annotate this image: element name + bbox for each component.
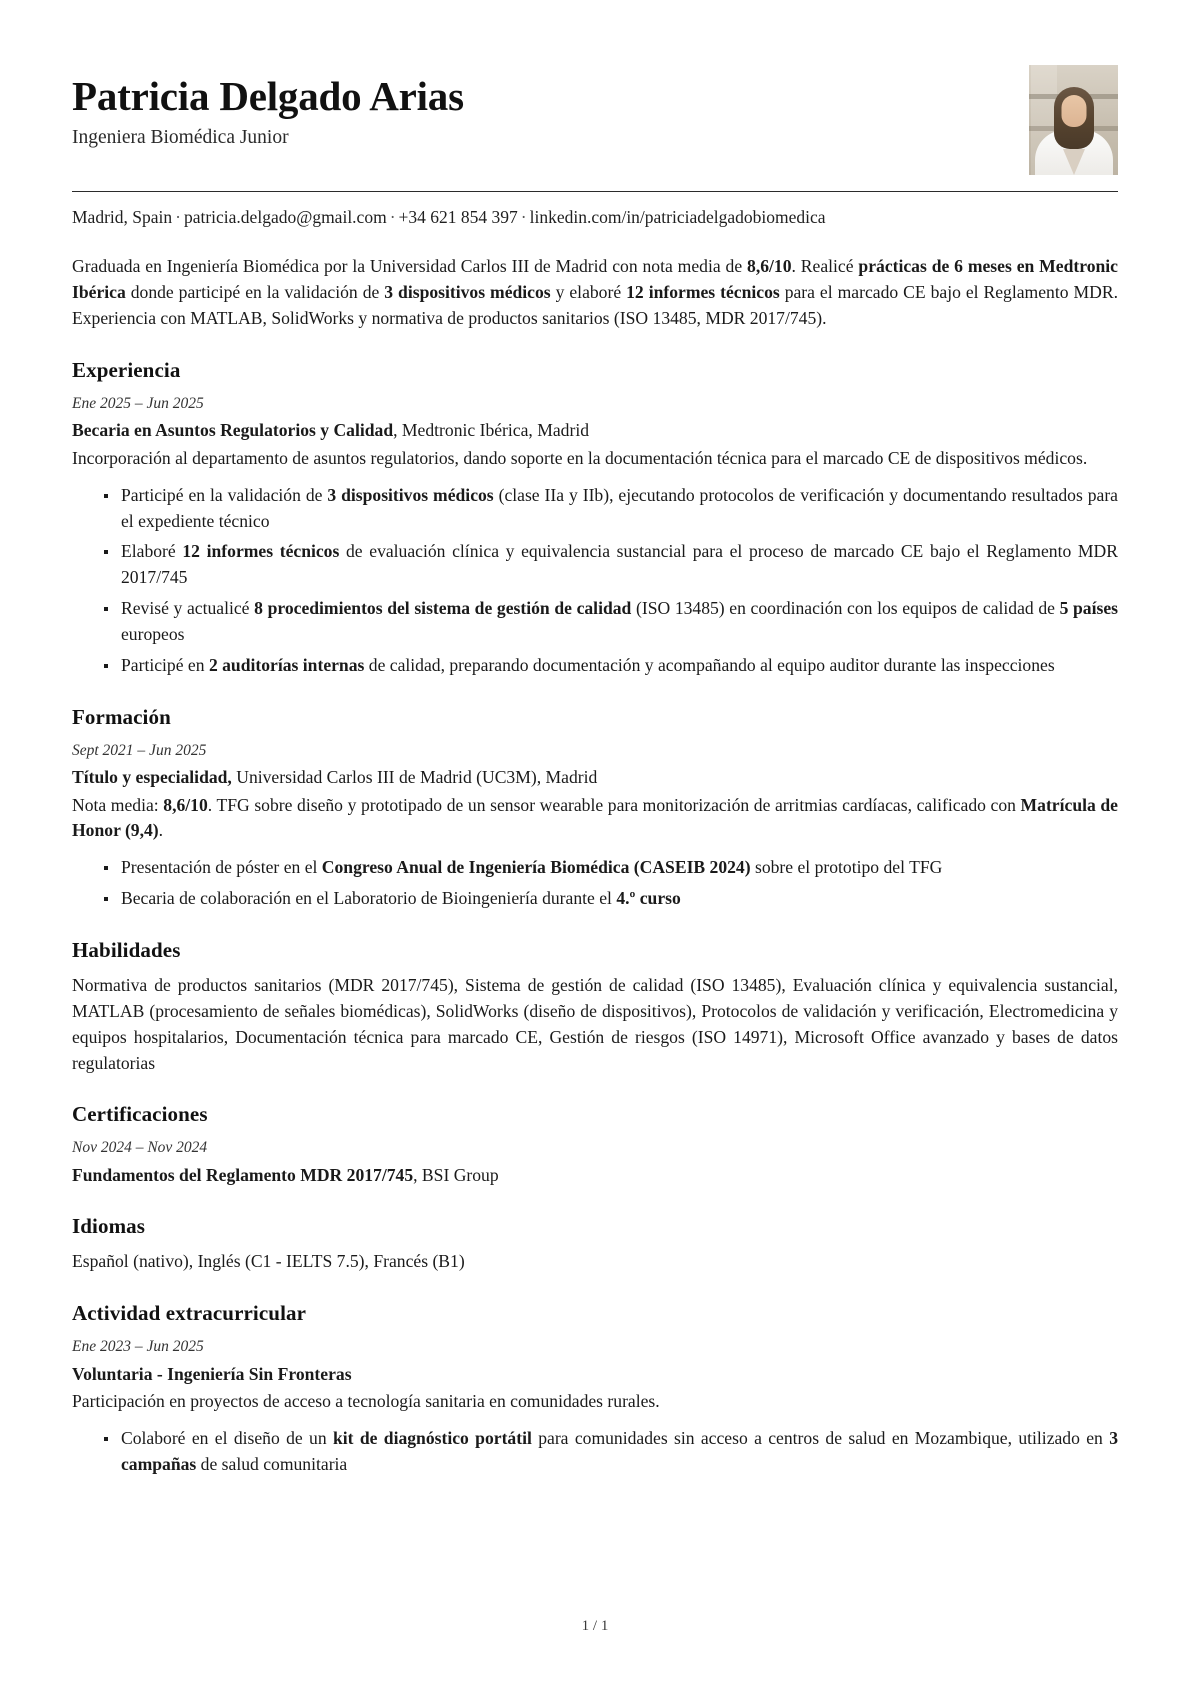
entry-heading (72, 764, 1118, 790)
emphasis-text: 3 campañas (121, 1427, 1118, 1474)
entry-date: Ene 2025 – Jun 2025 (72, 394, 204, 412)
certification-name: Fundamentos del Reglamento MDR 2017/745 (72, 1164, 414, 1185)
portrait-photo (1029, 65, 1118, 175)
section-title-experiencia: Experiencia (72, 357, 181, 382)
emphasis-text: 4.º curso (616, 888, 681, 909)
plain-text: para comunidades sin acceso a centros de salud en Mozambique, utilizado en (531, 1427, 1110, 1448)
experience-entry (72, 393, 1118, 679)
plain-text: Becaria de colaboración en el Laboratorio de Bioingeniería durante el (121, 888, 617, 909)
resume-header (72, 62, 1118, 175)
emphasis-text: 12 informes técnicos (182, 541, 340, 562)
emphasis-text: 8,6/10 (163, 794, 208, 815)
plain-text: donde participé en la validación de (125, 282, 385, 303)
entry-bullet-list (72, 483, 1118, 679)
contact-location: Madrid, Spain (72, 207, 173, 227)
section-idiomas (72, 1214, 1118, 1275)
plain-text: (ISO 13485) en coordinación con los equipos de calidad de (631, 598, 1060, 619)
bullet-item (102, 483, 1118, 535)
emphasis-text: kit de diagnóstico portátil (332, 1427, 532, 1448)
section-title-certificaciones: Certificaciones (72, 1102, 208, 1127)
section-title-formacion: Formación (72, 704, 171, 729)
contact-line (72, 205, 1118, 230)
entry-description (72, 793, 1118, 845)
section-extracurricular (72, 1301, 1118, 1477)
emphasis-text: 12 informes técnicos (626, 282, 780, 303)
plain-text: . (158, 820, 164, 841)
photo-face (1061, 95, 1086, 127)
entry-description: Participación en proyectos de acceso a tecnología sanitaria en comunidades rurales. (72, 1391, 660, 1411)
section-title-habilidades: Habilidades (72, 937, 181, 962)
candidate-headline: Ingeniera Biomédica Junior (72, 127, 289, 149)
plain-text: de calidad, preparando documentación y acompañando al equipo auditor durante las inspecciones (364, 654, 1055, 675)
languages-text: Español (nativo), Inglés (C1 - IELTS 7.5), Francés (B1) (72, 1251, 465, 1272)
plain-text: Participé en la validación de (121, 484, 328, 505)
contact-email[interactable]: patricia.delgado@gmail.com (183, 207, 387, 227)
entry-description: Incorporación al departamento de asuntos regulatorios, dando soporte en la documentación técnica para el marcado CE de dispositivos médicos. (72, 447, 1088, 468)
plain-text: de evaluación clínica y equivalencia sustancial para el proceso de marcado CE bajo el Reglamento MDR 2017/745 (121, 541, 1118, 588)
education-entry (72, 740, 1118, 912)
plain-text: (clase IIa y IIb), ejecutando protocolos de verificación y documentando resultados para el expediente técnico (121, 484, 1118, 531)
entry-date: Sept 2021 – Jun 2025 (72, 741, 207, 759)
emphasis-text: 8,6/10 (747, 256, 792, 277)
plain-text: Nota media: (72, 794, 164, 815)
page-indicator: 1 / 1 (581, 1618, 609, 1634)
certification-issuer: , BSI Group (413, 1164, 499, 1185)
emphasis-text: 5 países (1059, 598, 1118, 619)
emphasis-text: 2 auditorías internas (208, 654, 365, 675)
plain-text: europeos (121, 623, 185, 644)
contact-linkedin[interactable]: linkedin.com/in/patriciadelgadobiomedica (529, 207, 826, 227)
entry-bullet-list (72, 1426, 1118, 1478)
section-certificaciones (72, 1102, 1118, 1188)
contact-separator-3: · (520, 207, 527, 227)
plain-text: Colaboré en el diseño de un (121, 1427, 333, 1448)
bullet-item (102, 653, 1118, 679)
section-formacion (72, 705, 1118, 912)
contact-phone[interactable]: +34 621 854 397 (398, 207, 518, 227)
entry-institution: Universidad Carlos III de Madrid (UC3M), Madrid (231, 767, 598, 788)
entry-heading (72, 417, 1118, 443)
entry-heading (72, 1162, 1118, 1188)
emphasis-text: 8 procedimientos del sistema de gestión de calidad (254, 598, 632, 619)
emphasis-text: Matrícula de Honor (9,4) (72, 794, 1118, 841)
entry-org: , Medtronic Ibérica, Madrid (393, 420, 590, 441)
entry-degree: Título y especialidad, (72, 767, 232, 788)
bullet-item (102, 596, 1118, 648)
plain-text: sobre el prototipo del TFG (750, 857, 943, 878)
plain-text: para el marcado CE bajo el Reglamento MDR. Experiencia con MATLAB, SolidWorks y normativa de productos sanitarios (ISO 13485, MDR 2017/745). (72, 282, 1118, 329)
plain-text: Elaboré (121, 541, 183, 562)
section-habilidades (72, 938, 1118, 1076)
contact-separator-1: · (175, 207, 181, 227)
emphasis-text: prácticas de 6 meses en Medtronic Ibérica (72, 256, 1118, 303)
plain-text: Graduada en Ingeniería Biomédica por la Universidad Carlos III de Madrid con nota media de (72, 256, 748, 277)
plain-text: Participé en (121, 654, 209, 675)
candidate-name: Patricia Delgado Arias (72, 73, 464, 119)
emphasis-text: Congreso Anual de Ingeniería Biomédica (CASEIB 2024) (321, 857, 751, 878)
section-title-extracurricular: Actividad extracurricular (72, 1301, 307, 1326)
emphasis-text: 3 dispositivos médicos (327, 484, 494, 505)
entry-date: Ene 2023 – Jun 2025 (72, 1338, 204, 1356)
photo-coat-collar (1063, 149, 1085, 175)
contact-separator-2: · (389, 207, 396, 227)
entry-heading (72, 1361, 1118, 1387)
extracurricular-entry (72, 1336, 1118, 1477)
plain-text: . TFG sobre diseño y prototipado de un sensor wearable para monitorización de arritmias cardíacas, calificado con (207, 794, 1021, 815)
section-experiencia (72, 358, 1118, 679)
entry-bullet-list (72, 855, 1118, 912)
header-divider (72, 191, 1118, 192)
section-title-idiomas: Idiomas (72, 1214, 146, 1239)
emphasis-text: 3 dispositivos médicos (384, 282, 551, 303)
professional-summary (72, 254, 1118, 332)
header-text-block (72, 62, 464, 151)
certification-entry (72, 1137, 1118, 1188)
bullet-item (102, 1426, 1118, 1478)
entry-role: Voluntaria - Ingeniería Sin Fronteras (72, 1363, 352, 1384)
plain-text: Revisé y actualicé (121, 598, 255, 619)
bullet-item (102, 539, 1118, 591)
skills-text: Normativa de productos sanitarios (MDR 2017/745), Sistema de gestión de calidad (ISO 13485), Evaluación clínica y equivalencia sustancial, MATLAB (procesamiento de señales biomédicas), SolidWorks (diseño de dispositivos), Protocolos de validación y verificación, Electromedicina y equipos hospitalarios, Documentación técnica para marcado CE, Gestión de riesgos (ISO 14971), Microsoft Office avanzado y bases de datos regulatorias (72, 974, 1118, 1073)
plain-text: . Realicé (791, 256, 859, 277)
entry-role: Becaria en Asuntos Regulatorios y Calidad (72, 420, 394, 441)
bullet-item (102, 886, 1118, 912)
plain-text: de salud comunitaria (196, 1453, 348, 1474)
plain-text: Presentación de póster en el (121, 857, 322, 878)
entry-date: Nov 2024 – Nov 2024 (72, 1139, 208, 1157)
plain-text: y elaboré (550, 282, 627, 303)
bullet-item (102, 855, 1118, 881)
page-footer (0, 1618, 1190, 1635)
